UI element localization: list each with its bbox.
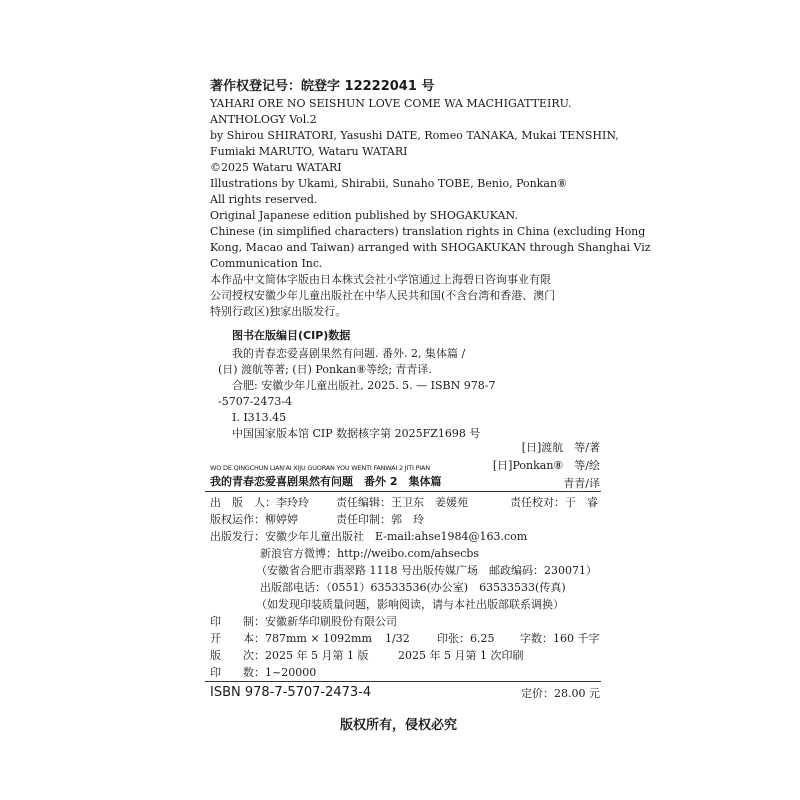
- copyright-line: All rights reserved.: [210, 193, 318, 206]
- copyright-line: by Shirou SHIRATORI, Yasushi DATE, Romeo TANAKA, Mukai TENSHIN,: [210, 129, 619, 142]
- word-count: 字数：160 千字: [520, 632, 600, 645]
- cip-line: 中国国家版本馆 CIP 数据核字第 2025FZ1698 号: [232, 427, 481, 440]
- copies: 印 数：1~20000: [210, 666, 317, 679]
- copyright-line: ©2025 Wataru WATARI: [210, 161, 342, 174]
- copyright-line: Communication Inc.: [210, 257, 323, 270]
- address: （安徽省合肥市翡翠路 1118 号出版传媒广场 邮政编码：230071）: [256, 564, 597, 577]
- title-pinyin: WO DE QINGCHUN LIAN'AI XIJU GUORAN YOU WENTI FANWAI 2 JITI PIAN: [210, 464, 430, 472]
- issuer: 出版发行：安徽少年儿童出版社 E-mail:ahse1984@163.com: [210, 530, 528, 543]
- edition: 版 次：2025 年 5 月第 1 版: [210, 649, 369, 662]
- copyright-line: YAHARI ORE NO SEISHUN LOVE COME WA MACHIGATTEIRU.: [210, 97, 572, 110]
- author-credit: [日]渡航 等/著: [521, 441, 600, 454]
- fold: 1/32: [385, 632, 410, 645]
- copyright-line: Original Japanese edition published by SHOGAKUKAN.: [210, 209, 518, 222]
- copyright-line: Chinese (in simplified characters) translation rights in China (excluding Hong: [210, 225, 646, 238]
- cip-line: 合肥: 安徽少年儿童出版社, 2025. 5. — ISBN 978-7: [232, 379, 496, 392]
- translator-credit: 青青/译: [563, 477, 600, 490]
- isbn: ISBN 978-7-5707-2473-4: [210, 685, 372, 700]
- license-line-cn: 公司授权安徽少年儿童出版社在中华人民共和国(不含台湾和香港、澳门: [210, 289, 556, 302]
- publisher-person: 出 版 人：李玲玲: [210, 496, 309, 509]
- illustrator-credit: [日]Ponkan⑧ 等/绘: [492, 459, 600, 472]
- copyright-line: Fumiaki MARUTO, Wataru WATARI: [210, 145, 408, 158]
- weibo: 新浪官方微博：http://weibo.com/ahsecbs: [260, 547, 480, 560]
- proofreader: 责任校对：于 睿: [510, 496, 598, 509]
- cip-heading: 图书在版编目(CIP)数据: [232, 329, 351, 342]
- responsible-editor: 责任编辑：王卫东 姜媛苑: [336, 496, 468, 509]
- rights-operator: 版权运作：柳婷婷: [210, 513, 298, 526]
- cip-line: -5707-2473-4: [218, 395, 293, 408]
- registration-number: 著作权登记号：皖登字 12222041 号: [210, 79, 435, 94]
- notice: （如发现印装质量问题，影响阅读，请与本社出版部联系调换）: [256, 598, 564, 611]
- cip-line: (日) 渡航等著; (日) Ponkan⑧等绘; 青青译.: [218, 363, 432, 376]
- copyright-line: Kong, Macao and Taiwan) arranged with SHOGAKUKAN through Shanghai Viz: [210, 241, 651, 254]
- cip-line: 我的青春恋爱喜剧果然有问题. 番外. 2, 集体篇 /: [232, 347, 466, 360]
- cip-line: Ⅰ. I313.45: [232, 411, 287, 424]
- copyright-line: Illustrations by Ukami, Shirabii, Sunaho TOBE, Benio, Ponkan⑧: [210, 177, 567, 190]
- price: 定价：28.00 元: [521, 687, 600, 700]
- divider: [205, 681, 601, 682]
- rights-reserved: 版权所有，侵权必究: [340, 718, 458, 733]
- printed-sheets: 印张：6.25: [437, 632, 495, 645]
- book-title: 我的青春恋爱喜剧果然有问题 番外 2 集体篇: [210, 475, 442, 488]
- copyright-line: ANTHOLOGY Vol.2: [210, 113, 317, 126]
- printer: 印 制：安徽新华印刷股份有限公司: [210, 615, 397, 628]
- print-run: 2025 年 5 月第 1 次印刷: [398, 649, 524, 662]
- phone: 出版部电话：（0551）63533536(办公室) 63533533(传真): [260, 581, 566, 594]
- divider: [205, 491, 601, 492]
- license-line-cn: 本作品中文简体字版由日本株式会社小学馆通过上海碧日咨询事业有限: [210, 273, 551, 286]
- license-line-cn: 特别行政区)独家出版发行。: [210, 305, 347, 318]
- print-supervisor: 责任印制：郭 玲: [336, 513, 424, 526]
- format: 开 本：787mm × 1092mm: [210, 632, 372, 645]
